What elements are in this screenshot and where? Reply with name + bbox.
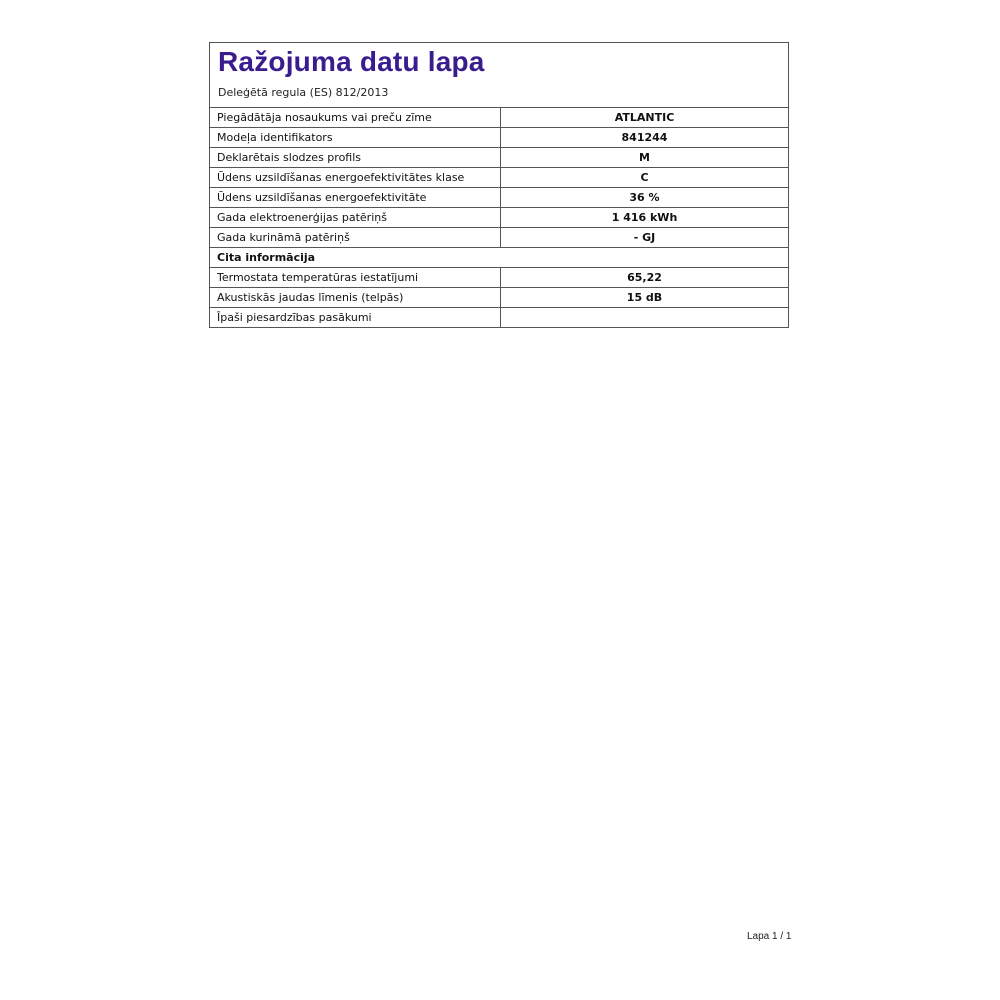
table-row — [210, 108, 788, 128]
table-row — [210, 268, 788, 288]
row-value: C — [501, 168, 789, 188]
sheet-header — [210, 43, 788, 108]
row-label: Īpaši piesardzības pasākumi — [210, 308, 501, 328]
table-row — [210, 208, 788, 228]
table-row — [210, 168, 788, 188]
data-table — [210, 108, 788, 327]
page-number: Lapa 1 / 1 — [747, 931, 792, 942]
table-row — [210, 128, 788, 148]
regulation-subtitle: Deleģētā regula (ES) 812/2013 — [218, 86, 389, 99]
table-row — [210, 308, 788, 328]
table-row — [210, 188, 788, 208]
row-value: M — [501, 148, 789, 168]
row-value: 841244 — [501, 128, 789, 148]
row-label: Deklarētais slodzes profils — [210, 148, 501, 168]
table-row — [210, 148, 788, 168]
row-label: Gada kurināmā patēriņš — [210, 228, 501, 248]
section-heading: Cita informācija — [210, 248, 788, 268]
row-value — [501, 308, 789, 328]
section-heading-row — [210, 248, 788, 268]
row-label: Termostata temperatūras iestatījumi — [210, 268, 501, 288]
table-row — [210, 228, 788, 248]
row-value: 15 dB — [501, 288, 789, 308]
row-value: - GJ — [501, 228, 789, 248]
row-value: ATLANTIC — [501, 108, 789, 128]
table-row — [210, 288, 788, 308]
row-value: 65,22 — [501, 268, 789, 288]
row-label: Piegādātāja nosaukums vai preču zīme — [210, 108, 501, 128]
row-label: Ūdens uzsildīšanas energoefektivitātes klase — [210, 168, 501, 188]
product-data-sheet — [209, 42, 789, 328]
page-title: Ražojuma datu lapa — [218, 46, 485, 77]
row-label: Gada elektroenerģijas patēriņš — [210, 208, 501, 228]
row-value: 1 416 kWh — [501, 208, 789, 228]
row-label: Akustiskās jaudas līmenis (telpās) — [210, 288, 501, 308]
row-label: Ūdens uzsildīšanas energoefektivitāte — [210, 188, 501, 208]
row-label: Modeļa identifikators — [210, 128, 501, 148]
row-value: 36 % — [501, 188, 789, 208]
